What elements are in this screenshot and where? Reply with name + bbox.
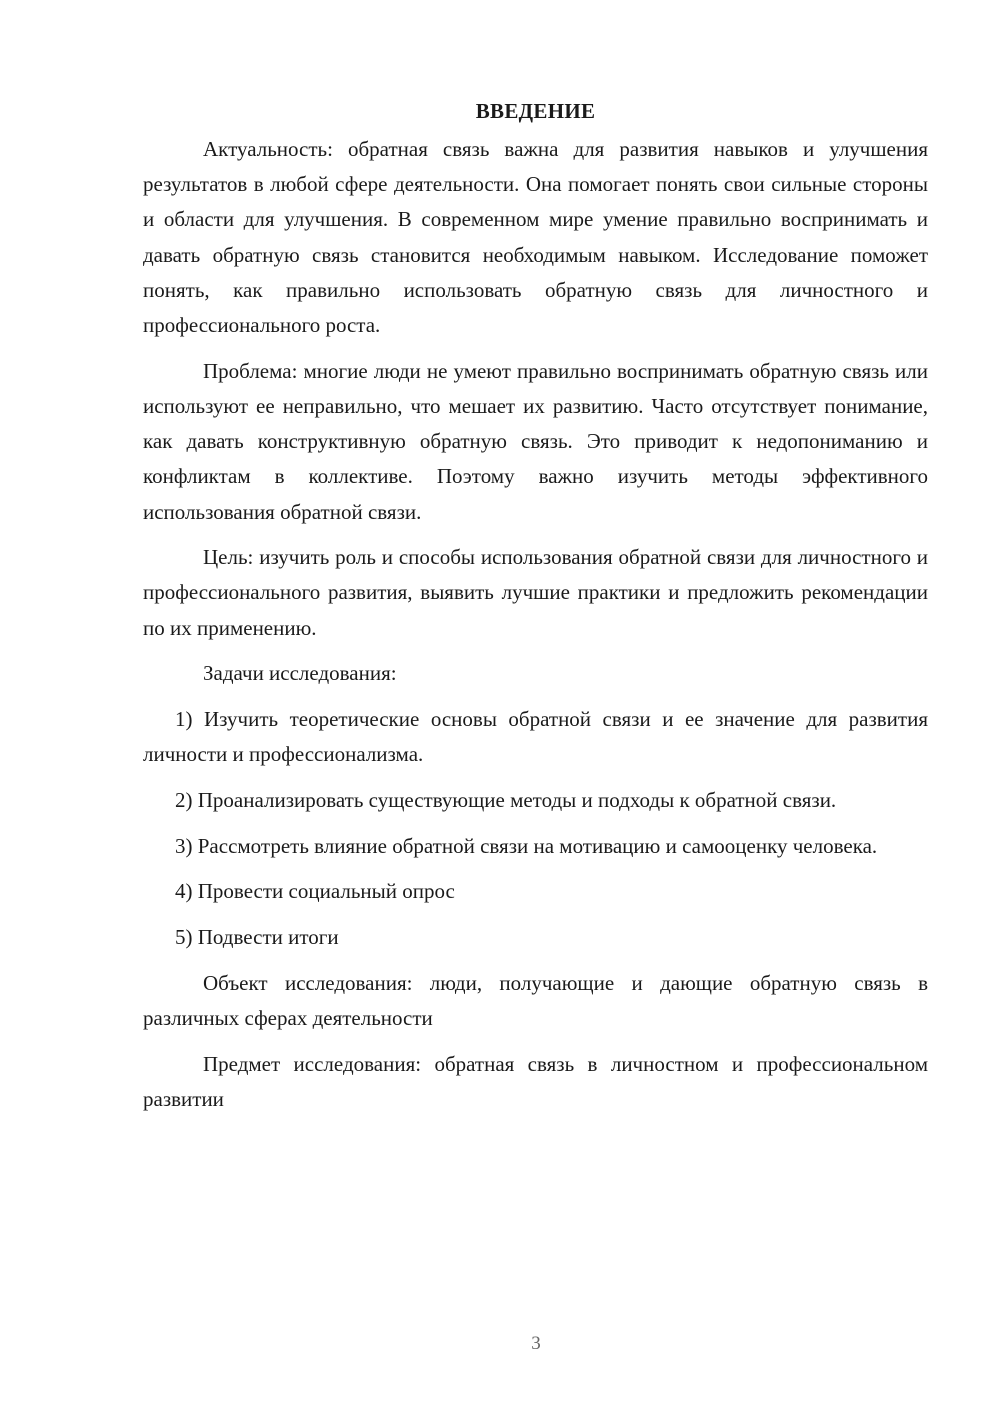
paragraph-subject: Предмет исследования: обратная связь в личностном и профессиональном развитии (143, 1051, 928, 1111)
task-item-2: 2) Проанализировать существующие методы и подходы к обратной связи. (175, 787, 837, 812)
page-body (143, 94, 928, 1128)
page-number: 3 (531, 1333, 541, 1354)
tasks-heading: Задачи исследования: (203, 661, 397, 686)
paragraph-relevance: Актуальность: обратная связь важна для развития навыков и улучшения результатов в любой сфере деятельности. Она помогает понять свои сильные стороны и области для улучшения. В современном мире умение правильно воспринимать и давать обратную связь становится необходимым навыком. Исследование поможет понять, как правильно использовать обратную связь для личностного и профессионального роста. (143, 137, 928, 338)
paragraph-problem: Проблема: многие люди не умеют правильно воспринимать обратную связь или используют ее неправильно, что мешает их развитию. Часто отсутствует понимание, как давать конструктивную обратную связь. Это приводит к недопониманию и конфликтам в коллективе. Поэтому важно изучить методы эффективного использования обратной связи. (143, 358, 928, 524)
paragraph-goal: Цель: изучить роль и способы использования обратной связи для личностного и профессионального развития, выявить лучшие практики и предложить рекомендации по их применению. (143, 545, 928, 640)
paragraph-object: Объект исследования: люди, получающие и дающие обратную связь в различных сферах деятельности (143, 970, 928, 1030)
page-title: ВВЕДЕНИЕ (475, 99, 596, 123)
task-item-5: 5) Подвести итоги (175, 925, 339, 950)
task-item-4: 4) Провести социальный опрос (175, 879, 455, 904)
task-item-3: 3) Рассмотреть влияние обратной связи на мотивацию и самооценку человека. (175, 833, 878, 858)
task-item-1: 1) Изучить теоретические основы обратной связи и ее значение для развития личности и профессионализма. (143, 707, 928, 767)
